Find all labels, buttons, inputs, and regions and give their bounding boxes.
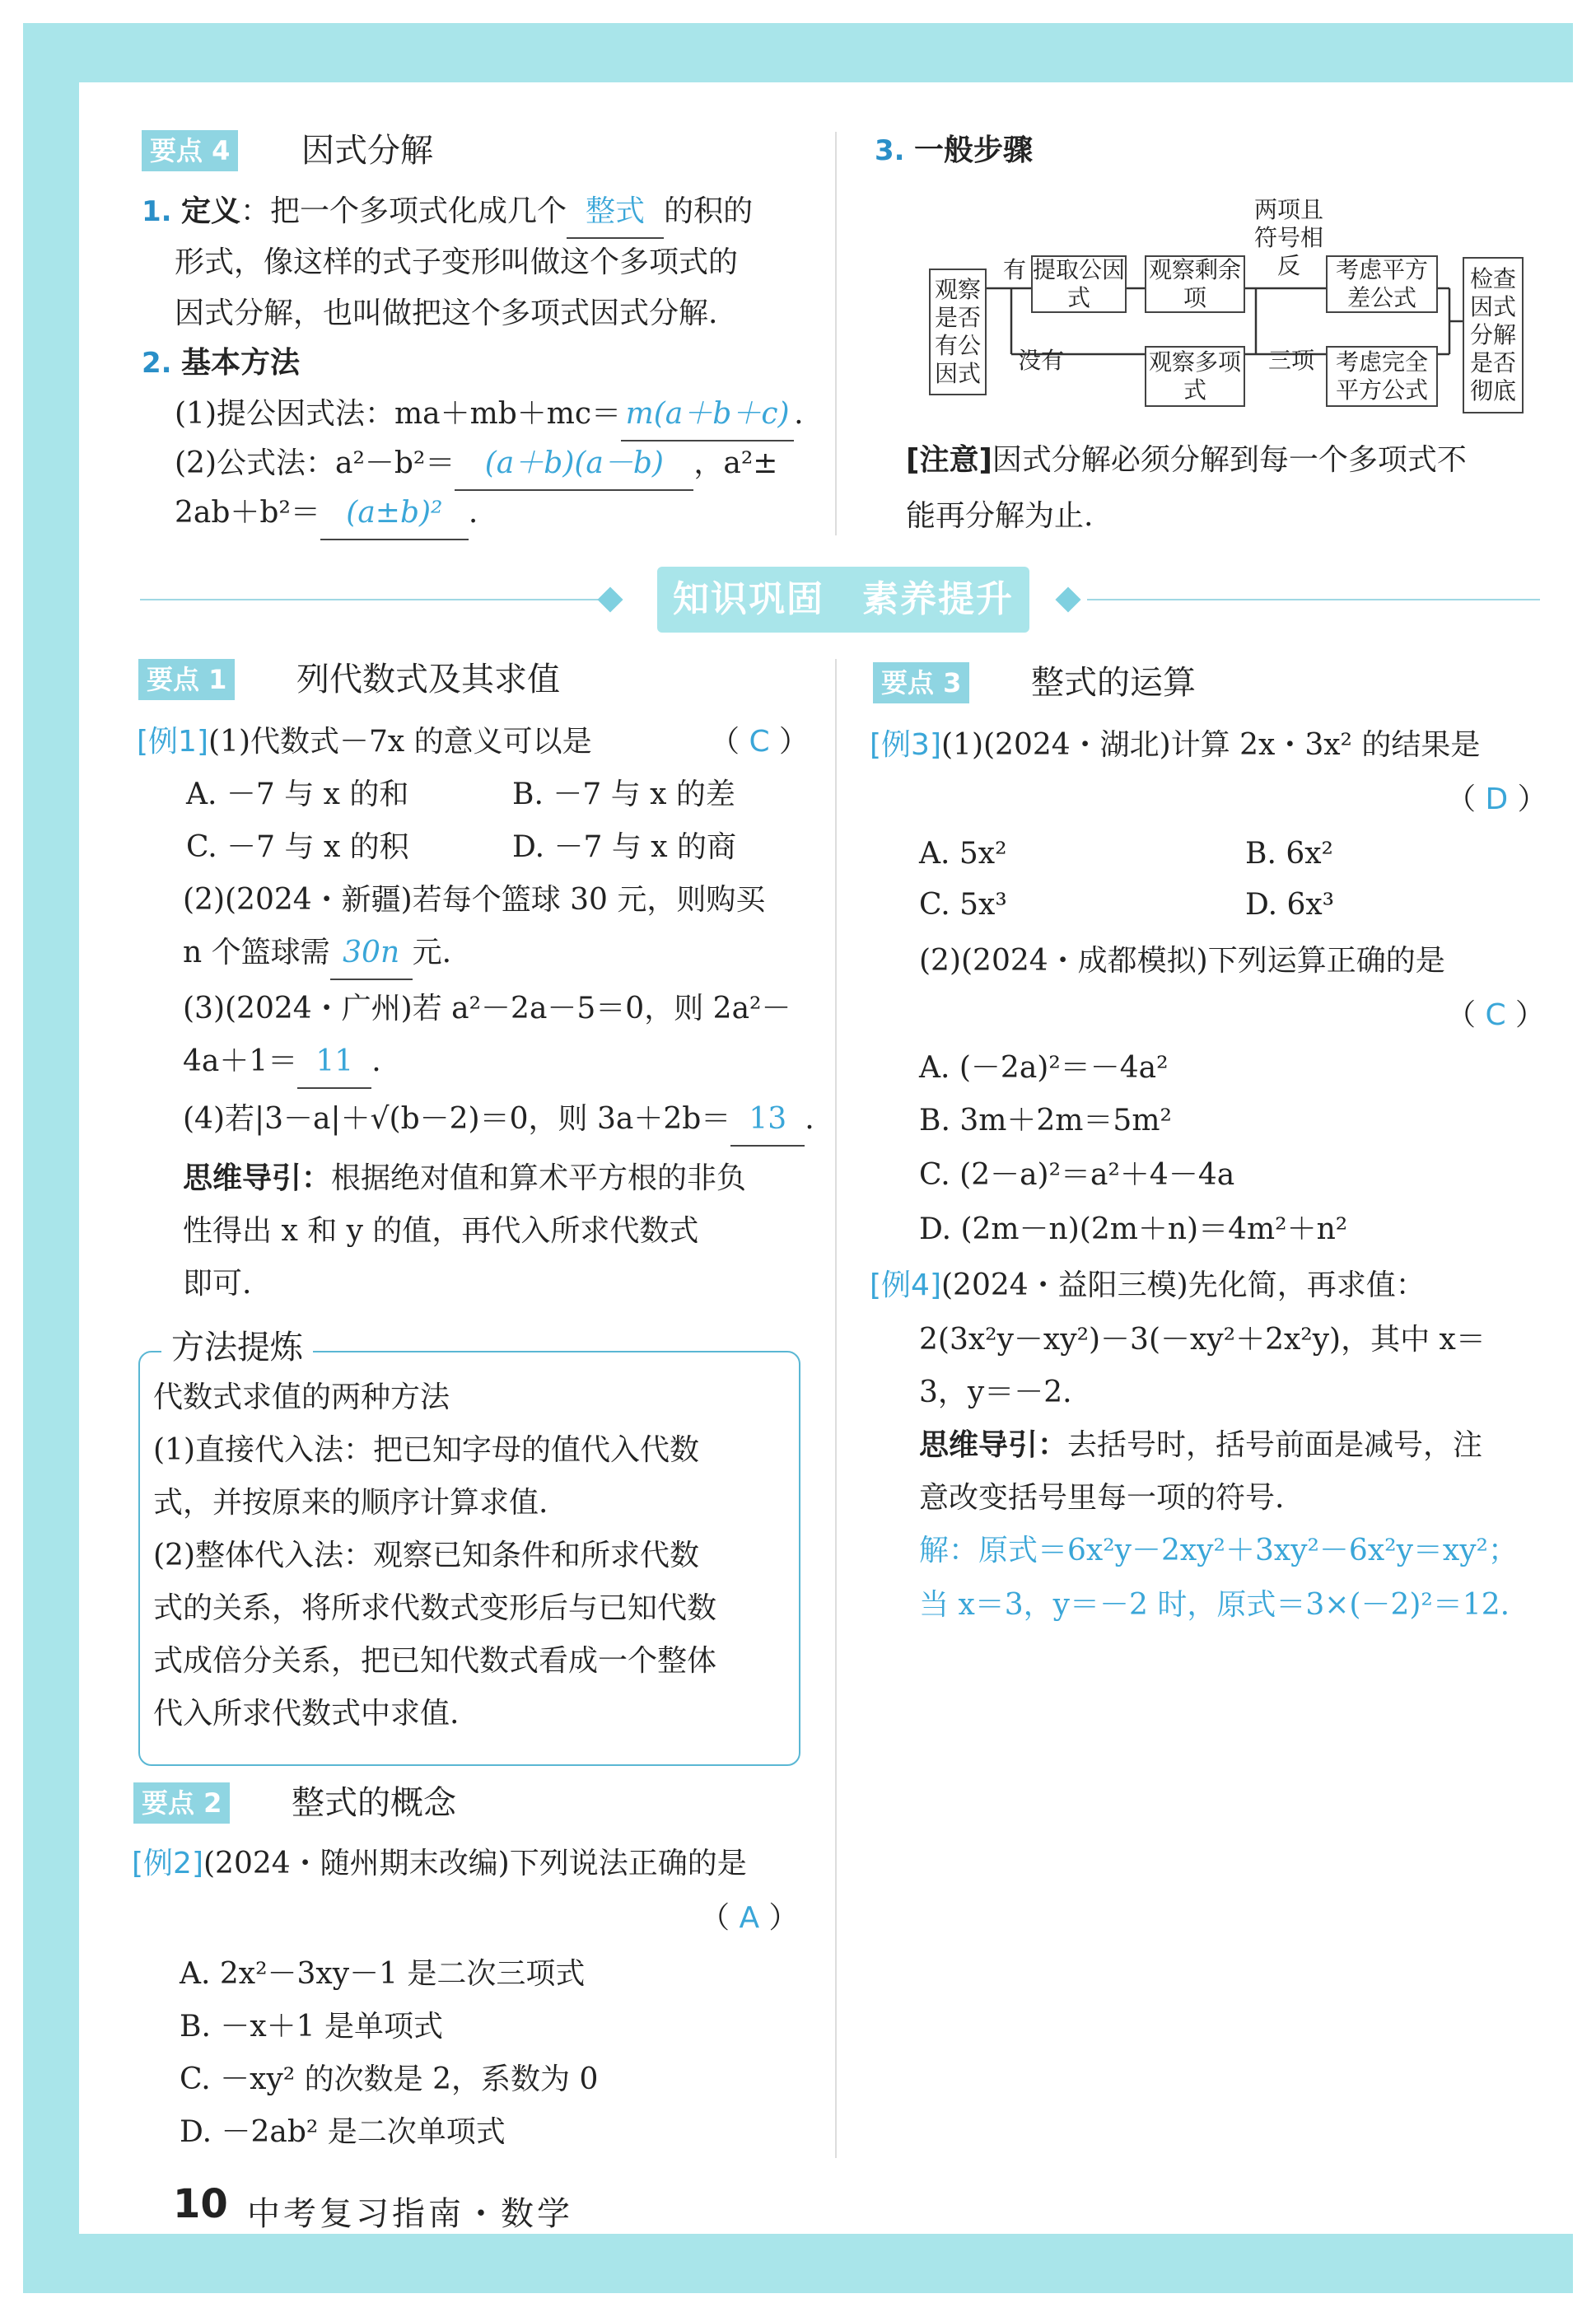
kp4-method3 bbox=[175, 488, 478, 540]
kp1-q1-answer: C bbox=[749, 725, 770, 759]
kp1-q2-blank: 30n bbox=[330, 927, 413, 980]
flow-box-check: 检查因式分解是否彻底 bbox=[1463, 257, 1524, 413]
method-line2: (1)直接代入法：把已知字母的值代入代数 bbox=[153, 1433, 699, 1467]
banner-rule-left bbox=[140, 599, 601, 600]
steps-title: 一般步骤 bbox=[914, 133, 1034, 167]
kp3-q2-option-c: C. (2－a)²＝a²＋4－4a bbox=[919, 1158, 1235, 1192]
kp3-guide-text1: 去括号时，括号前面是减号，注 bbox=[1067, 1428, 1483, 1462]
kp3-q1-text: (1)(2024・湖北)计算 2x・3x² 的结果是 bbox=[941, 728, 1481, 762]
steps-heading bbox=[875, 125, 1033, 176]
kp1-q3-line1: (3)(2024・广州)若 a²－2a－5＝0，则 2a²－ bbox=[183, 992, 791, 1025]
kp4-item1-label: 定义 bbox=[181, 194, 241, 228]
kp4-badge: 要点 4 bbox=[142, 130, 238, 171]
method-line3: 式，并按原来的顺序计算求值. bbox=[153, 1486, 548, 1520]
kp4-method1-pre: (1)提公因式法：ma＋mb＋mc＝ bbox=[175, 397, 622, 431]
kp2-option-a: A. 2x²－3xy－1 是二次三项式 bbox=[180, 1957, 586, 1991]
kp4-method2-blank: (a＋b)(a－b) bbox=[455, 438, 693, 491]
method-line1: 代数式求值的两种方法 bbox=[153, 1380, 450, 1414]
footer-title: 中考复习指南・数学 bbox=[247, 2195, 573, 2233]
page-number: 10 bbox=[173, 2181, 228, 2227]
kp4-item1-line1 bbox=[142, 186, 753, 239]
flow-box-observe-common: 观察是否有公因式 bbox=[929, 269, 987, 395]
steps-note-label: [注意] bbox=[906, 443, 992, 477]
kp1-q2-line1: (2)(2024・新疆)若每个篮球 30 元，则购买 bbox=[183, 883, 766, 917]
kp3-q1 bbox=[870, 720, 1480, 771]
kp1-guide-line2: 性得出 x 和 y 的值，再代入所求代数式 bbox=[183, 1214, 699, 1248]
column-divider-top bbox=[835, 132, 837, 535]
kp1-option-c: C. －7 与 x 的积 bbox=[186, 830, 409, 864]
method-box-title: 方法提炼 bbox=[161, 1324, 313, 1371]
kp1-q3-line2 bbox=[183, 1036, 381, 1089]
kp4-method1-blank: m(a＋b＋c) bbox=[621, 389, 794, 441]
flow-box-square-diff: 考虑平方差公式 bbox=[1326, 255, 1438, 313]
kp3-q2-answer: C bbox=[1485, 998, 1506, 1032]
kp1-q4-blank: 13 bbox=[730, 1094, 805, 1147]
kp1-q3-blank: 11 bbox=[297, 1036, 371, 1089]
kp3-q1-option-d: D. 6x³ bbox=[1245, 888, 1335, 922]
kp2-answer: A bbox=[739, 1901, 760, 1935]
kp1-guide-label: 思维导引： bbox=[183, 1161, 332, 1195]
kp3-badge: 要点 3 bbox=[873, 662, 969, 703]
kp3-guide-line1 bbox=[919, 1420, 1482, 1471]
kp4-title: 因式分解 bbox=[301, 132, 433, 170]
kp3-q1-answer-bracket: （ D ） bbox=[1446, 782, 1547, 816]
kp4-method2 bbox=[175, 438, 777, 491]
flow-box-perfect-square: 考虑完全平方公式 bbox=[1326, 346, 1438, 407]
steps-note-line1 bbox=[906, 435, 1467, 486]
flow-label-three-terms: 三项 bbox=[1268, 347, 1315, 374]
kp1-guide-line3: 即可. bbox=[183, 1267, 252, 1301]
kp2-badge: 要点 2 bbox=[133, 1782, 230, 1824]
method-line5: 式的关系，将所求代数式变形后与已知代数 bbox=[153, 1591, 717, 1625]
kp3-solution-line1: 解：原式＝6x²y－2xy²＋3xy²－6x²y＝xy²； bbox=[919, 1534, 1518, 1567]
section-banner: 知识巩固 素养提升 bbox=[657, 567, 1029, 633]
method-line7: 代入所求代数式中求值. bbox=[153, 1697, 460, 1731]
kp1-q1-answer-bracket: （ C ） bbox=[710, 725, 810, 759]
kp1-example-tag: [例1] bbox=[137, 725, 208, 759]
banner-rule-right bbox=[1087, 599, 1540, 600]
kp3-q1-option-a: A. 5x² bbox=[919, 837, 1007, 871]
flow-label-two-terms: 两项且符号相反 bbox=[1253, 196, 1323, 279]
kp4-item1-line2: 形式，像这样的式子变形叫做这个多项式的 bbox=[175, 245, 739, 279]
kp3-q1-option-b: B. 6x² bbox=[1245, 837, 1333, 871]
kp4-method3-blank: (a±b)² bbox=[320, 488, 469, 540]
kp4-item1-blank: 整式 bbox=[567, 186, 664, 239]
method-line4: (2)整体代入法：观察已知条件和所求代数 bbox=[153, 1539, 699, 1572]
kp2-option-c: C. －xy² 的次数是 2，系数为 0 bbox=[180, 2062, 599, 2096]
kp3-q4-line2: 2(3x²y－xy²)－3(－xy²＋2x²y)，其中 x＝ bbox=[919, 1323, 1486, 1357]
kp1-q2-line2 bbox=[183, 927, 451, 980]
kp3-q4-line1 bbox=[870, 1260, 1426, 1311]
kp4-method2-pre: (2)公式法：a²－b²＝ bbox=[175, 446, 455, 480]
kp4-item1-num: 1. bbox=[142, 195, 172, 228]
kp3-q2-answer-bracket: （ C ） bbox=[1446, 998, 1546, 1032]
kp3-solution-line2: 当 x＝3，y＝－2 时，原式＝3×(－2)²＝12. bbox=[919, 1588, 1510, 1622]
kp3-q2-option-b: B. 3m＋2m＝5m² bbox=[919, 1104, 1172, 1137]
kp2-question bbox=[132, 1838, 747, 1890]
flow-box-extract: 提取公因式 bbox=[1033, 256, 1126, 311]
kp3-example3-tag: [例3] bbox=[870, 728, 941, 762]
column-divider-bottom bbox=[835, 659, 837, 2158]
kp1-option-a: A. －7 与 x 的和 bbox=[186, 778, 409, 811]
flow-box-multi: 观察多项式 bbox=[1145, 346, 1245, 407]
kp1-q1-text: (1)代数式－7x 的意义可以是 bbox=[208, 725, 592, 759]
kp2-answer-bracket: （ A ） bbox=[700, 1901, 799, 1935]
kp3-title: 整式的运算 bbox=[1031, 664, 1196, 702]
kp4-method2-post: ，a²± bbox=[693, 446, 778, 480]
kp3-q2: (2)(2024・成都模拟)下列运算正确的是 bbox=[919, 944, 1445, 978]
kp2-title: 整式的概念 bbox=[292, 1784, 456, 1822]
steps-note-line2: 能再分解为止. bbox=[906, 499, 1094, 533]
kp4-item1-text-a: ：把一个多项式化成几个 bbox=[240, 194, 567, 228]
kp1-badge: 要点 1 bbox=[138, 659, 235, 700]
flow-box-remain: 观察剩余项 bbox=[1145, 255, 1245, 313]
kp2-example-tag: [例2] bbox=[132, 1847, 203, 1880]
kp3-q2-option-d: D. (2m－n)(2m＋n)＝4m²＋n² bbox=[919, 1212, 1348, 1246]
kp1-title: 列代数式及其求值 bbox=[296, 661, 560, 698]
kp3-q1-option-c: C. 5x³ bbox=[919, 888, 1007, 922]
kp4-item1-text-b: 的积的 bbox=[664, 194, 754, 228]
page-frame-top bbox=[23, 23, 1573, 82]
kp1-q3-pre: 4a＋1＝ bbox=[183, 1044, 298, 1078]
kp4-item2-num: 2. bbox=[142, 347, 172, 380]
kp1-q4 bbox=[183, 1094, 814, 1147]
kp4-method3-pre: 2ab＋b²＝ bbox=[175, 496, 320, 530]
kp1-option-b: B. －7 与 x 的差 bbox=[512, 778, 735, 811]
kp2-option-b: B. －x＋1 是单项式 bbox=[180, 2010, 443, 2044]
kp3-guide-label: 思维导引： bbox=[919, 1428, 1068, 1462]
kp3-q2-option-a: A. (－2a)²＝－4a² bbox=[919, 1051, 1169, 1085]
kp4-item2 bbox=[142, 338, 300, 389]
kp1-q4-pre: (4)若|3－a|＋√(b－2)＝0，则 3a＋2b＝ bbox=[183, 1102, 731, 1136]
kp1-q2-post: 元. bbox=[412, 936, 452, 969]
kp3-guide-line2: 意改变括号里每一项的符号. bbox=[919, 1481, 1285, 1515]
kp1-q4-post: . bbox=[805, 1102, 814, 1136]
kp3-q1-answer: D bbox=[1485, 782, 1509, 816]
kp3-q4-line3: 3，y＝－2. bbox=[919, 1376, 1072, 1409]
flow-label-you: 有 bbox=[1003, 256, 1027, 283]
kp1-guide-line1 bbox=[183, 1153, 746, 1204]
kp1-q3-post: . bbox=[371, 1044, 381, 1078]
kp2-option-d: D. －2ab² 是二次单项式 bbox=[180, 2115, 506, 2149]
kp3-q4-text: (2024・益阳三模)先化简，再求值： bbox=[941, 1268, 1426, 1302]
kp1-q1 bbox=[137, 717, 592, 768]
page-frame-bottom bbox=[23, 2234, 1573, 2293]
kp3-example4-tag: [例4] bbox=[870, 1268, 941, 1302]
kp4-method3-post: . bbox=[468, 496, 478, 530]
method-line6: 式成倍分关系，把已知代数式看成一个整体 bbox=[153, 1644, 717, 1678]
kp1-option-d: D. －7 与 x 的商 bbox=[512, 830, 737, 864]
flow-label-meiyou: 没有 bbox=[1018, 347, 1065, 374]
steps-num: 3. bbox=[875, 134, 905, 167]
kp1-q2-pre: n 个篮球需 bbox=[183, 936, 330, 969]
kp4-method1-post: . bbox=[794, 397, 804, 431]
steps-note-text1: 因式分解必须分解到每一个多项式不 bbox=[992, 443, 1467, 477]
page-frame-left bbox=[23, 23, 79, 2293]
kp4-item1-line3: 因式分解，也叫做把这个多项式因式分解. bbox=[175, 297, 718, 330]
kp4-method1 bbox=[175, 389, 804, 441]
kp2-question-text: (2024・随州期末改编)下列说法正确的是 bbox=[203, 1847, 747, 1880]
kp1-guide-text1: 根据绝对值和算术平方根的非负 bbox=[331, 1161, 747, 1195]
kp4-item2-label: 基本方法 bbox=[181, 346, 301, 380]
